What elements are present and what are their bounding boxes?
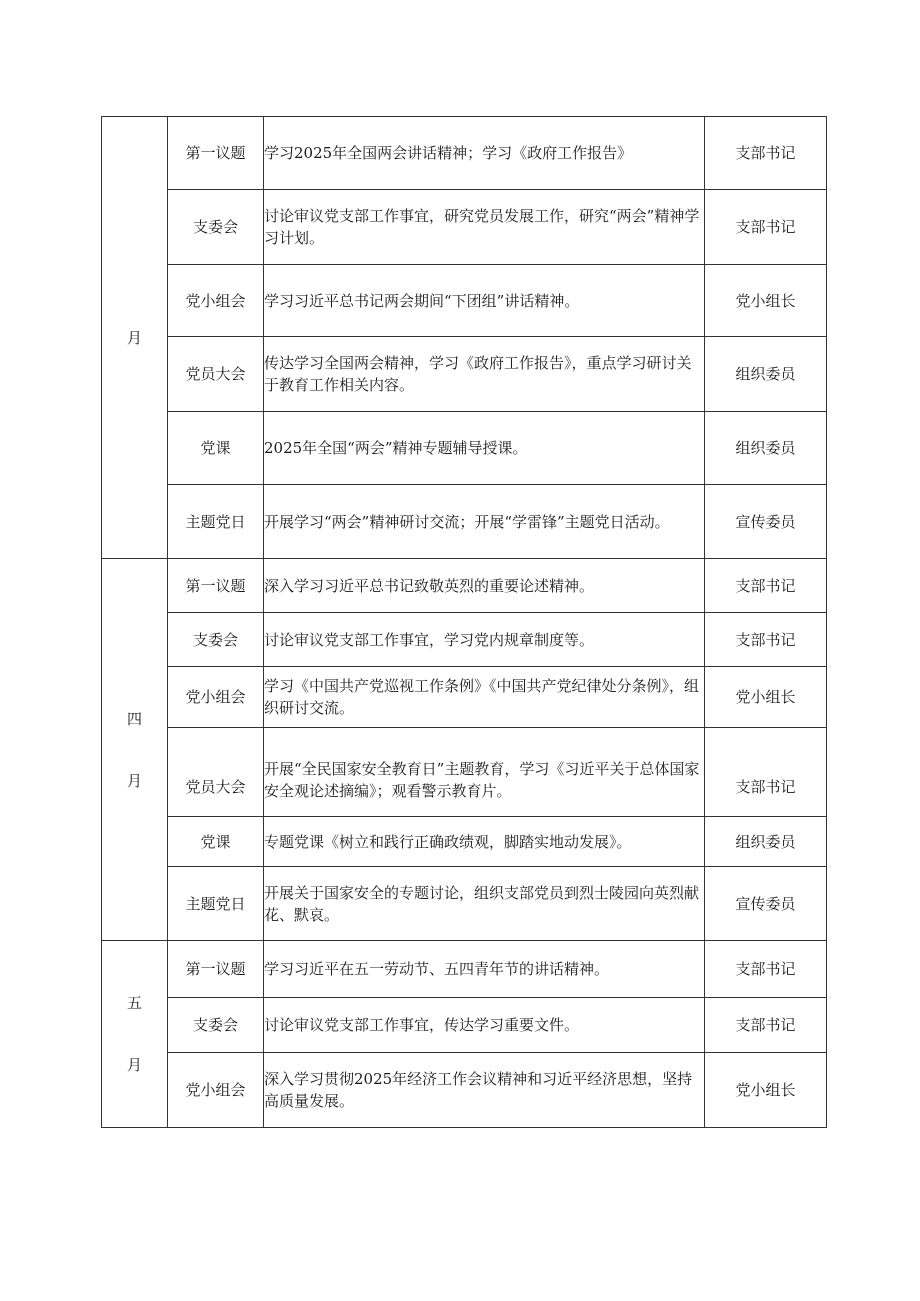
table-row	[102, 190, 827, 265]
meeting-content: 讨论审议党支部工作事宜，研究党员发展工作，研究“两会”精神学习计划。	[264, 190, 705, 265]
meeting-type: 第一议题	[168, 941, 264, 998]
meeting-type: 支委会	[168, 190, 264, 265]
meeting-content: 讨论审议党支部工作事宜，传达学习重要文件。	[264, 998, 705, 1053]
responsible-person: 支部书记	[705, 613, 827, 667]
month-cell	[102, 941, 168, 1128]
meeting-content: 深入学习贯彻2025年经济工作会议精神和习近平经济思想，坚持高质量发展。	[264, 1053, 705, 1128]
meeting-type: 第一议题	[168, 559, 264, 613]
meeting-type: 支委会	[168, 998, 264, 1053]
meeting-content: 深入学习习近平总书记致敬英烈的重要论述精神。	[264, 559, 705, 613]
table-row	[102, 867, 827, 941]
month-label: 五	[126, 994, 142, 1012]
meeting-type: 党课	[168, 412, 264, 485]
meeting-type: 支委会	[168, 613, 264, 667]
responsible-person: 党小组长	[705, 265, 827, 337]
meeting-type: 党小组会	[168, 265, 264, 337]
table-row	[102, 667, 827, 728]
table-row	[102, 412, 827, 485]
meeting-content: 学习习近平总书记两会期间“下团组”讲话精神。	[264, 265, 705, 337]
meeting-type: 党课	[168, 817, 264, 867]
table-row	[102, 337, 827, 412]
month-label: 四	[126, 709, 142, 728]
meeting-type: 主题党日	[168, 867, 264, 941]
meeting-content: 专题党课《树立和践行正确政绩观，脚踏实地动发展》。	[264, 817, 705, 867]
responsible-person: 宣传委员	[705, 485, 827, 559]
month-label: 月	[126, 328, 142, 347]
table-row	[102, 998, 827, 1053]
meeting-content: 讨论审议党支部工作事宜，学习党内规章制度等。	[264, 613, 705, 667]
responsible-person: 党小组长	[705, 667, 827, 728]
meeting-type: 党员大会	[168, 337, 264, 412]
meeting-content: 学习2025年全国两会讲话精神；学习《政府工作报告》	[264, 117, 705, 190]
meeting-type: 主题党日	[168, 485, 264, 559]
meeting-content: 开展“全民国家安全教育日”主题教育，学习《习近平关于总体国家安全观论述摘编》；观看警示教育片。	[264, 736, 705, 825]
month-label: 月	[126, 771, 142, 790]
responsible-person: 支部书记	[705, 941, 827, 998]
table-row	[102, 265, 827, 337]
meeting-content: 学习《中国共产党巡视工作条例》《中国共产党纪律处分条例》，组织研讨交流。	[264, 667, 705, 728]
table-row	[102, 485, 827, 559]
responsible-person: 组织委员	[705, 412, 827, 485]
table-row	[102, 941, 827, 998]
meeting-type: 党员大会	[168, 728, 264, 817]
meeting-content: 学习习近平在五一劳动节、五四青年节的讲话精神。	[264, 941, 705, 998]
work-plan-table	[101, 116, 827, 1128]
meeting-type: 第一议题	[168, 117, 264, 190]
responsible-person: 支部书记	[705, 559, 827, 613]
table-row	[102, 117, 827, 190]
responsible-person: 支部书记	[705, 190, 827, 265]
responsible-person: 组织委员	[705, 337, 827, 412]
meeting-type: 党小组会	[168, 667, 264, 728]
month-cell	[102, 117, 168, 559]
table-row	[102, 613, 827, 667]
month-cell	[102, 559, 168, 941]
meeting-content: 传达学习全国两会精神，学习《政府工作报告》，重点学习研讨关于教育工作相关内容。	[264, 337, 705, 412]
month-label: 月	[126, 1056, 142, 1074]
table-row	[102, 559, 827, 613]
meeting-content: 开展学习“两会”精神研讨交流；开展“学雷锋”主题党日活动。	[264, 485, 705, 559]
responsible-person: 组织委员	[705, 817, 827, 867]
table-row	[102, 728, 827, 817]
table-row	[102, 1053, 827, 1128]
responsible-person: 党小组长	[705, 1053, 827, 1128]
responsible-person: 宣传委员	[705, 867, 827, 941]
responsible-person: 支部书记	[705, 117, 827, 190]
meeting-content: 开展关于国家安全的专题讨论，组织支部党员到烈士陵园向英烈献花、默哀。	[264, 867, 705, 941]
meeting-content: 2025年全国“两会”精神专题辅导授课。	[264, 412, 705, 485]
responsible-person: 支部书记	[705, 998, 827, 1053]
meeting-type: 党小组会	[168, 1053, 264, 1128]
responsible-person: 支部书记	[705, 728, 827, 817]
